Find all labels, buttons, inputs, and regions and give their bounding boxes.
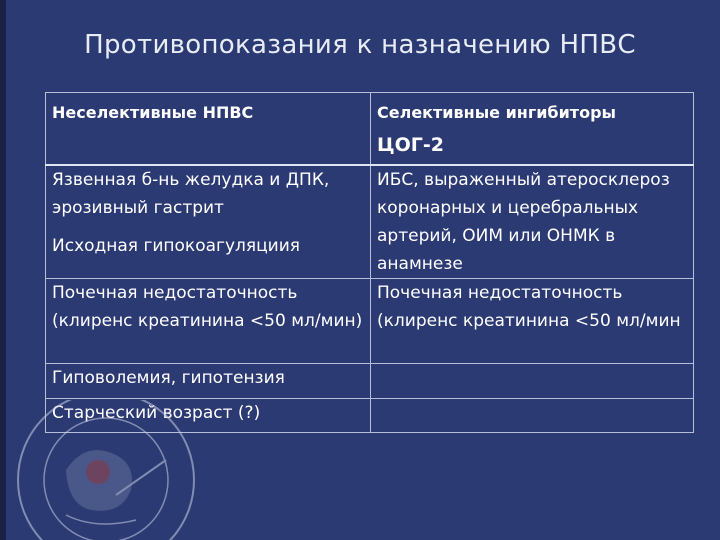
- table-row: [46, 165, 694, 279]
- cell-text: Исходная гипокоагуляциия: [52, 236, 301, 256]
- table-cell-left: [46, 279, 371, 364]
- cell-text: Гиповолемия, гипотензия: [52, 368, 285, 388]
- table-cell-right: [371, 364, 694, 399]
- table-cell-right: [371, 399, 694, 433]
- header-nonselective-label: Неселективные НПВС: [52, 103, 254, 122]
- table-row: [46, 399, 694, 433]
- table-cell-right: [371, 165, 694, 279]
- table-header-row: [46, 93, 694, 166]
- left-edge-bar: [0, 0, 6, 540]
- cell-text: Старческий возраст (?): [52, 403, 261, 423]
- header-selective-label: Селективные ингибиторы: [377, 103, 616, 122]
- table-row: [46, 279, 694, 364]
- table-cell-right: [371, 279, 694, 364]
- table-cell-left: [46, 399, 371, 433]
- slide-title: Противопоказания к назначению НПВС: [84, 30, 636, 60]
- cell-text: Язвенная б-нь желудка и ДПК, эрозивный гастрит: [52, 170, 330, 218]
- header-selective: [371, 93, 694, 166]
- cell-text: ИБС, выраженный атеросклероз коронарных и церебральных артерий, ОИМ или ОНМК в анамнезе: [377, 170, 670, 274]
- cell-text: Почечная недостаточность (клиренс креатинина <50 мл/мин: [377, 283, 681, 331]
- table-cell-left: [46, 165, 371, 279]
- header-nonselective: [46, 93, 371, 166]
- table-cell-left: [46, 364, 371, 399]
- contraindications-table: [45, 92, 694, 433]
- cell-text: Почечная недостаточность (клиренс креатинина <50 мл/мин): [52, 283, 363, 331]
- table-row: [46, 364, 694, 399]
- header-selective-label-cox2: ЦОГ-2: [377, 134, 444, 156]
